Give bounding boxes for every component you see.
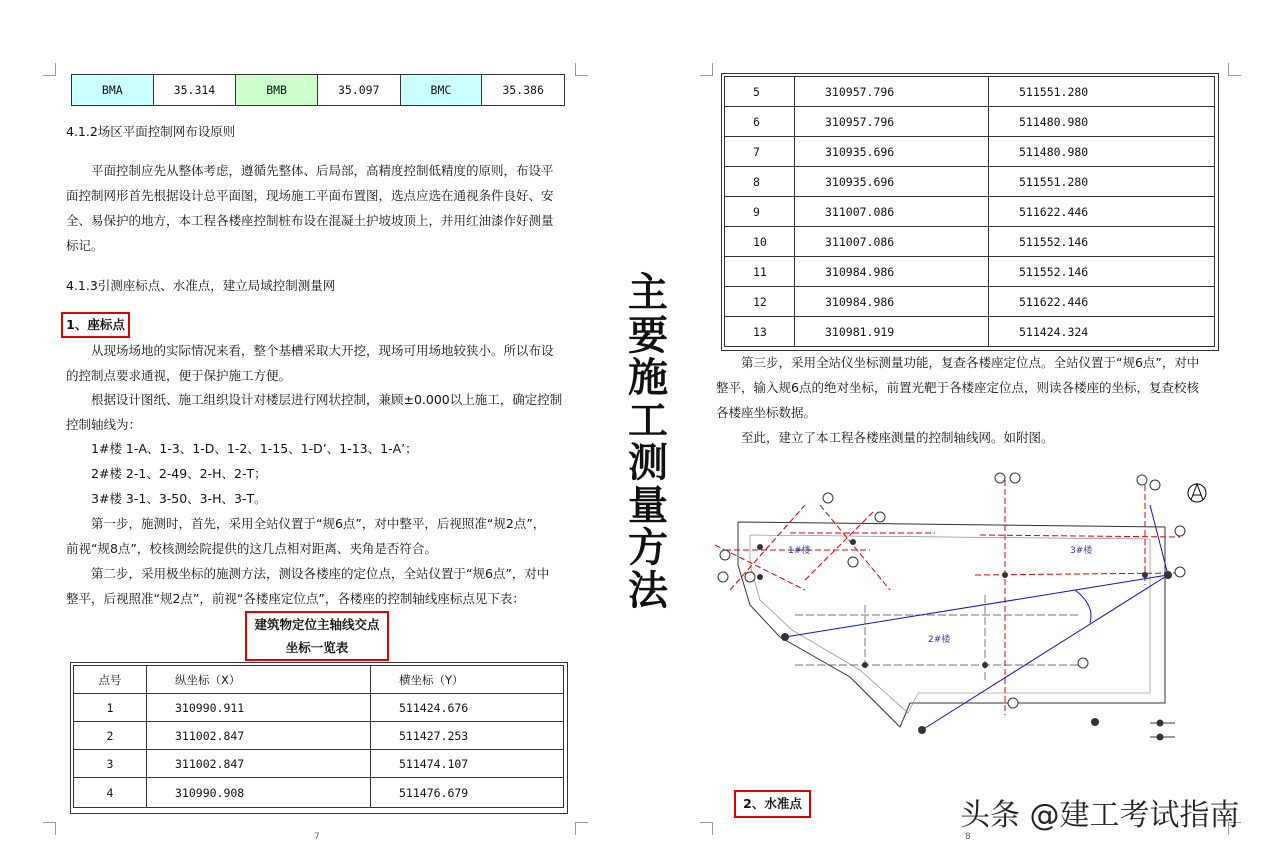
cell-x: 310957.796 [795, 107, 989, 137]
cell-x: 311007.086 [795, 197, 989, 227]
section-title-benchmark: 2、水准点 [734, 790, 811, 818]
axis-line-building-3: 3#楼 3-1、3-50、3-H、3-T。 [91, 491, 267, 506]
table-row [725, 287, 1215, 317]
col-header-x: 纵坐标（X） [147, 666, 371, 694]
crop-mark [43, 63, 56, 76]
para-line: 全、易保护的地方，本工程各楼座控制桩布设在混凝土护坡坡顶上，并用红油漆作好测量 [66, 213, 554, 228]
axis-line-building-1: 1#楼 1-A、1-3、1-D、1-2、1-15、1-D’、1-13、1-A’； [91, 441, 418, 456]
building-1-label: 1#楼 [788, 546, 811, 556]
building-3-label: 3#楼 [1070, 546, 1093, 556]
heading-4-1-2: 4.1.2场区平面控制网布设原则 [66, 124, 236, 139]
table-row [725, 77, 1215, 107]
cell-y: 511427.253 [371, 722, 564, 750]
table-row [74, 694, 564, 722]
title-char: 工 [628, 397, 668, 444]
cell-point: 6 [725, 107, 795, 137]
bm-table [71, 74, 565, 106]
cell-x: 311002.847 [147, 722, 371, 750]
para-line: 平面控制应先从整体考虑，遵循先整体、后局部，高精度控制低精度的原则，布设平 [91, 163, 554, 178]
table-title-box [245, 611, 389, 661]
bm-value-a: 35.314 [153, 75, 236, 106]
heading-4-1-3: 4.1.3引测座标点、水准点，建立局域控制测量网 [66, 278, 336, 293]
cell-point: 2 [74, 722, 147, 750]
cell-x: 310981.919 [795, 317, 989, 347]
paragraph-site-condition [66, 338, 576, 388]
paragraph-conclusion: 至此，建立了本工程各楼座测量的控制轴线网。如附图。 [741, 430, 1054, 445]
col-header-y: 横坐标（Y） [371, 666, 564, 694]
crop-mark [700, 822, 713, 835]
cell-x: 311002.847 [147, 750, 371, 778]
axis-list [91, 436, 576, 511]
title-char: 法 [628, 567, 668, 614]
crop-mark [1228, 63, 1241, 76]
paragraph-step-1 [66, 511, 576, 561]
para-line: 第二步，采用极坐标的施测方法，测设各楼座的定位点，全站仪置于“规6点”，对中 [91, 566, 550, 581]
table-row [725, 107, 1215, 137]
table-row [725, 227, 1215, 257]
para-line: 控制轴线为： [66, 417, 142, 432]
title-char: 方 [628, 525, 668, 571]
page-number-left: 7 [314, 832, 320, 842]
cell-point: 1 [74, 694, 147, 722]
cell-y: 511424.676 [371, 694, 564, 722]
paragraph-axis-control [66, 387, 576, 437]
crop-mark [575, 822, 588, 835]
crop-mark [700, 63, 713, 76]
para-line: 第一步，施测时，首先，采用全站仪置于“规6点”，对中整平，后视照准“规2点”， [91, 516, 546, 531]
cell-point: 8 [725, 167, 795, 197]
table-title-line1: 建筑物定位主轴线交点 [254, 617, 380, 632]
cell-x: 310984.986 [795, 287, 989, 317]
cell-point: 11 [725, 257, 795, 287]
title-char: 量 [628, 482, 668, 529]
para-line: 整平，后视照准“规2点”，前视“各楼座定位点”，各楼座的控制轴线座标点见下表： [66, 591, 525, 606]
bm-value-b: 35.097 [317, 75, 400, 106]
para-line: 的控制点要求通视，便于保护施工方便。 [66, 368, 292, 383]
cell-point: 13 [725, 317, 795, 347]
col-header-point: 点号 [74, 666, 147, 694]
cell-x: 310984.986 [795, 257, 989, 287]
title-char: 测 [628, 440, 668, 486]
paragraph-step-3 [716, 350, 1228, 425]
cell-x: 310935.696 [795, 137, 989, 167]
coord-table-left [73, 665, 564, 808]
para-line: 第三步，采用全站仪坐标测量功能，复查各楼座定位点。全站仪置于“规6点”，对中 [741, 355, 1200, 370]
bm-label-c: BMC [400, 75, 482, 106]
cell-y: 511551.280 [989, 77, 1215, 107]
title-char: 施 [628, 355, 668, 401]
title-char: 要 [628, 312, 668, 359]
cell-point: 9 [725, 197, 795, 227]
cell-y: 511622.446 [989, 197, 1215, 227]
table-row [725, 317, 1215, 347]
center-vertical-title [620, 272, 676, 612]
cell-point: 12 [725, 287, 795, 317]
coord-table-right [724, 76, 1215, 347]
para-line: 根据设计图纸、施工组织设计对楼层进行网状控制，兼顾±0.000以上施工，确定控制 [91, 392, 563, 407]
table-row [725, 167, 1215, 197]
cell-y: 511622.446 [989, 287, 1215, 317]
title-char: 主 [628, 270, 668, 316]
cell-y: 511552.146 [989, 227, 1215, 257]
section-title-coordinate-points: 1、座标点 [61, 312, 130, 338]
control-points [718, 473, 1185, 708]
cell-point: 10 [725, 227, 795, 257]
para-line: 面控制网形首先根据设计总平面图，现场施工平面布置图，选点应选在通视条件良好、安 [66, 188, 554, 203]
cell-y: 511480.980 [989, 107, 1215, 137]
cell-x: 310990.908 [147, 778, 371, 808]
bm-label-b: BMB [236, 75, 318, 106]
para-line: 整平，输入规6点的绝对坐标，前置光靶于各楼座定位点，则读各楼座的坐标，复查校核 [716, 380, 1199, 395]
cell-point: 7 [725, 137, 795, 167]
page-number-right: 8 [965, 832, 971, 842]
cell-y: 511552.146 [989, 257, 1215, 287]
cell-y: 511480.980 [989, 137, 1215, 167]
cell-y: 511474.107 [371, 750, 564, 778]
para-line: 前视“规8点”，校核测绘院提供的这几点相对距离、夹角是否符合。 [66, 541, 437, 556]
cell-y: 511476.679 [371, 778, 564, 808]
cell-y: 511424.324 [989, 317, 1215, 347]
paragraph-step-2 [66, 561, 576, 611]
legend [1150, 720, 1175, 740]
cell-y: 511551.280 [989, 167, 1215, 197]
cell-x: 310957.796 [795, 77, 989, 107]
table-row [74, 750, 564, 778]
survey-stations [757, 539, 1172, 734]
para-line: 标记。 [66, 238, 104, 253]
bm-value-c: 35.386 [482, 75, 565, 106]
cell-point: 3 [74, 750, 147, 778]
table-title-line2: 坐标一览表 [285, 640, 349, 655]
crop-mark [575, 63, 588, 76]
paragraph-control-principle [66, 158, 576, 258]
table-row [74, 778, 564, 808]
building-2-label: 2#楼 [928, 635, 951, 645]
para-line: 各楼座坐标数据。 [716, 405, 817, 420]
table-row [725, 197, 1215, 227]
control-network-diagram [710, 465, 1230, 745]
watermark: 头条 @建工考试指南 [960, 798, 1240, 833]
table-row [74, 722, 564, 750]
table-row [725, 137, 1215, 167]
cell-x: 311007.086 [795, 227, 989, 257]
cell-point: 5 [725, 77, 795, 107]
cell-x: 310935.696 [795, 167, 989, 197]
bm-label-a: BMA [72, 75, 154, 106]
table-row [725, 257, 1215, 287]
crop-mark [43, 822, 56, 835]
cell-x: 310990.911 [147, 694, 371, 722]
para-line: 从现场场地的实际情况来看，整个基槽采取大开挖，现场可用场地较狭小。所以布设 [91, 343, 554, 358]
cell-point: 4 [74, 778, 147, 808]
axis-lines [715, 480, 1180, 715]
axis-line-building-2: 2#楼 2-1、2-49、2-H、2-T； [91, 466, 267, 481]
north-arrow-icon [1188, 484, 1206, 502]
